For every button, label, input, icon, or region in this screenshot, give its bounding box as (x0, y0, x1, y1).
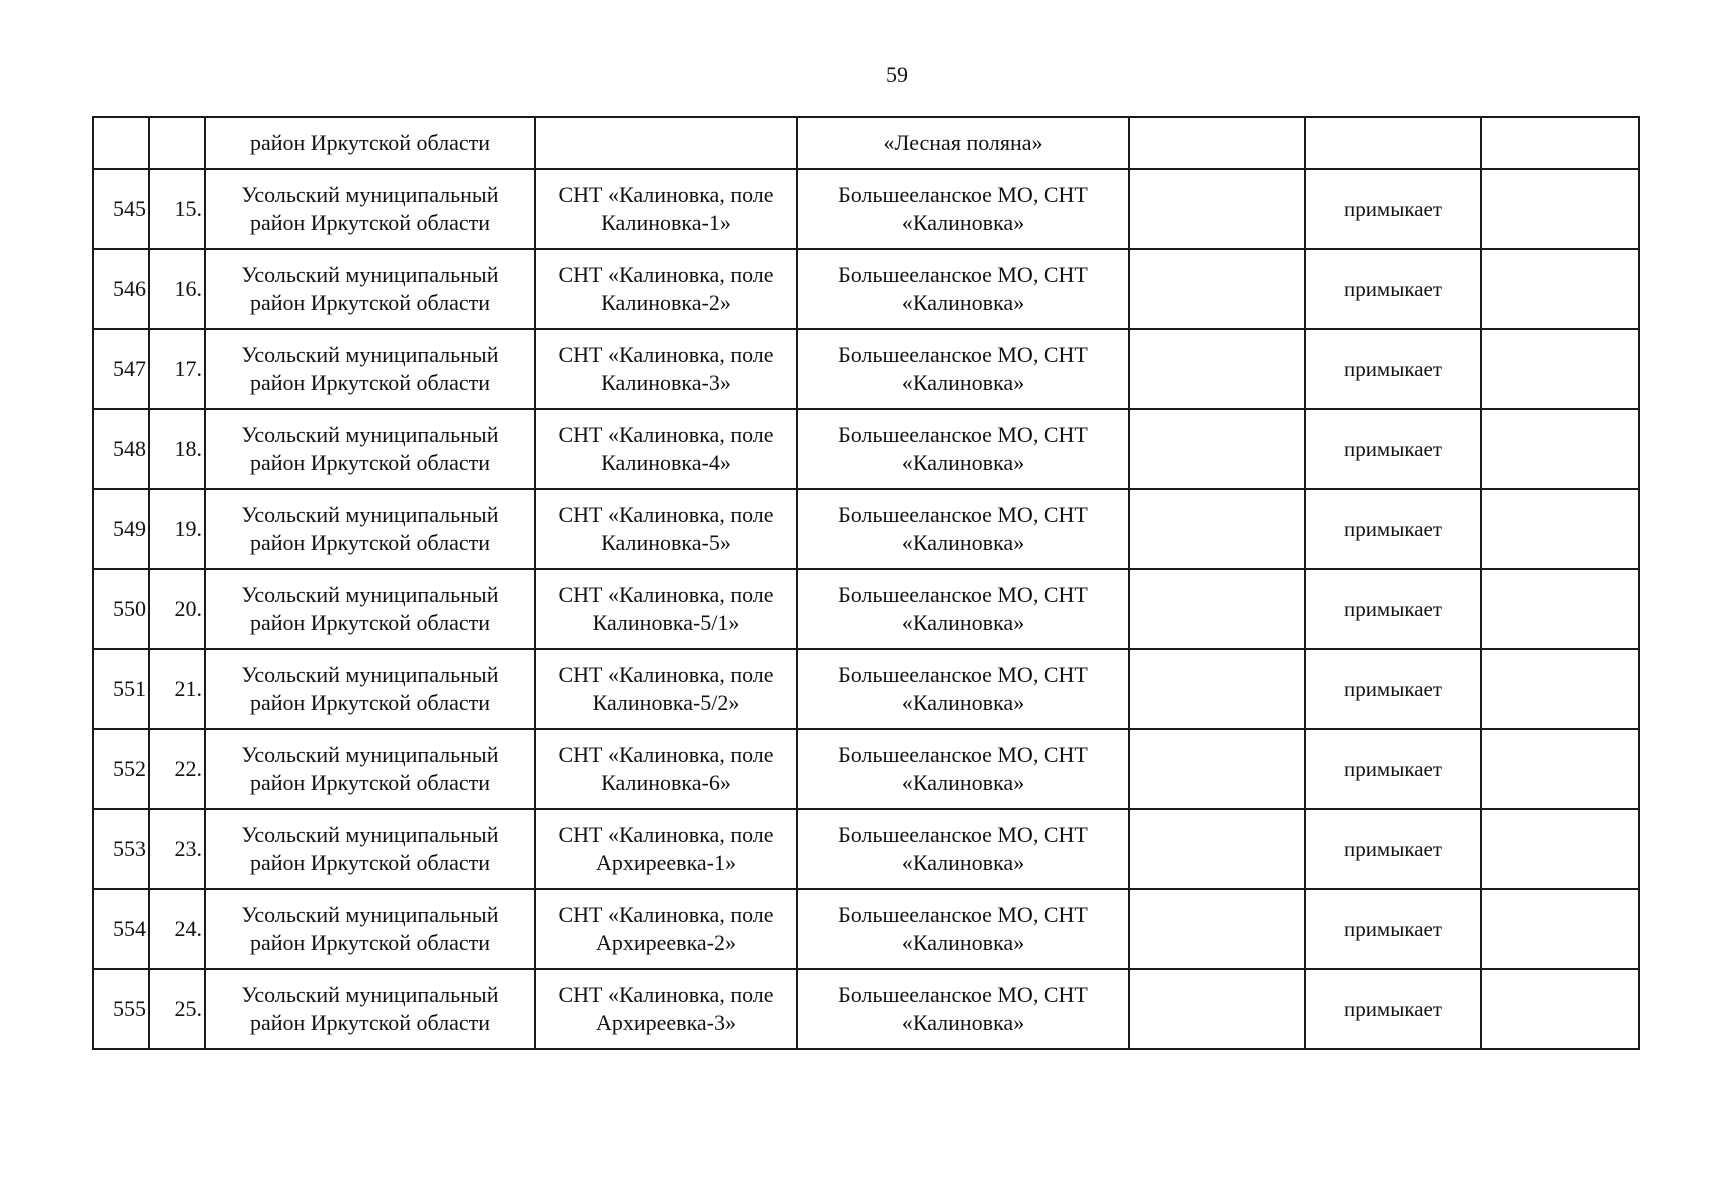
location-cell: Большееланское МО, СНТ «Калиновка» (797, 409, 1129, 489)
district-cell: Усольский муниципальный район Иркутской области (205, 969, 535, 1049)
empty-cell (1481, 649, 1639, 729)
location-cell: Большееланское МО, СНТ «Калиновка» (797, 249, 1129, 329)
local-number-cell: 16. (149, 249, 205, 329)
table-row (93, 169, 1639, 249)
table-row (93, 489, 1639, 569)
continuation-row (93, 117, 1639, 169)
status-cell: примыкает (1305, 569, 1481, 649)
local-number-cell: 18. (149, 409, 205, 489)
empty-cell (1129, 969, 1305, 1049)
status-cell: примыкает (1305, 329, 1481, 409)
local-number-cell: 22. (149, 729, 205, 809)
district-cell: район Иркутской области (205, 117, 535, 169)
district-cell: Усольский муниципальный район Иркутской области (205, 809, 535, 889)
global-number-cell: 550 (93, 569, 149, 649)
status-cell: примыкает (1305, 729, 1481, 809)
page-number: 59 (886, 62, 908, 87)
table-row (93, 969, 1639, 1049)
empty-cell (1481, 969, 1639, 1049)
table-body (93, 117, 1639, 1049)
table-row (93, 409, 1639, 489)
status-cell: примыкает (1305, 169, 1481, 249)
empty-cell (1481, 329, 1639, 409)
table-row (93, 889, 1639, 969)
table-row (93, 729, 1639, 809)
district-cell: Усольский муниципальный район Иркутской области (205, 889, 535, 969)
object-cell: СНТ «Калиновка, поле Калиновка-5» (535, 489, 797, 569)
object-cell: СНТ «Калиновка, поле Калиновка-4» (535, 409, 797, 489)
empty-cell (1481, 489, 1639, 569)
district-cell: Усольский муниципальный район Иркутской области (205, 249, 535, 329)
object-cell: СНТ «Калиновка, поле Калиновка-1» (535, 169, 797, 249)
empty-cell (1129, 489, 1305, 569)
status-cell (1305, 117, 1481, 169)
empty-cell (1129, 117, 1305, 169)
empty-cell (1129, 569, 1305, 649)
location-cell: Большееланское МО, СНТ «Калиновка» (797, 969, 1129, 1049)
empty-cell (1481, 409, 1639, 489)
empty-cell (1129, 889, 1305, 969)
empty-cell (1481, 729, 1639, 809)
empty-cell (1481, 809, 1639, 889)
location-cell: Большееланское МО, СНТ «Калиновка» (797, 569, 1129, 649)
local-number-cell: 25. (149, 969, 205, 1049)
location-cell: Большееланское МО, СНТ «Калиновка» (797, 729, 1129, 809)
status-cell: примыкает (1305, 489, 1481, 569)
global-number-cell: 555 (93, 969, 149, 1049)
object-cell: СНТ «Калиновка, поле Архиреевка-3» (535, 969, 797, 1049)
local-number-cell: 20. (149, 569, 205, 649)
empty-cell (1129, 809, 1305, 889)
object-cell: СНТ «Калиновка, поле Архиреевка-2» (535, 889, 797, 969)
global-number-cell: 546 (93, 249, 149, 329)
table-row (93, 809, 1639, 889)
empty-cell (1129, 409, 1305, 489)
registry-table (92, 116, 1640, 1050)
table-row (93, 649, 1639, 729)
global-number-cell: 552 (93, 729, 149, 809)
local-number-cell: 17. (149, 329, 205, 409)
district-cell: Усольский муниципальный район Иркутской области (205, 169, 535, 249)
status-cell: примыкает (1305, 889, 1481, 969)
location-cell: «Лесная поляна» (797, 117, 1129, 169)
empty-cell (1129, 249, 1305, 329)
empty-cell (1481, 569, 1639, 649)
global-number-cell: 554 (93, 889, 149, 969)
object-cell: СНТ «Калиновка, поле Калиновка-5/2» (535, 649, 797, 729)
district-cell: Усольский муниципальный район Иркутской области (205, 729, 535, 809)
empty-cell (1129, 329, 1305, 409)
table-row (93, 329, 1639, 409)
object-cell: СНТ «Калиновка, поле Калиновка-5/1» (535, 569, 797, 649)
empty-cell (1481, 117, 1639, 169)
empty-cell (1481, 249, 1639, 329)
table-row (93, 569, 1639, 649)
district-cell: Усольский муниципальный район Иркутской области (205, 569, 535, 649)
object-cell: СНТ «Калиновка, поле Калиновка-6» (535, 729, 797, 809)
district-cell: Усольский муниципальный район Иркутской области (205, 329, 535, 409)
object-cell: СНТ «Калиновка, поле Калиновка-3» (535, 329, 797, 409)
empty-cell (1481, 169, 1639, 249)
global-number-cell: 551 (93, 649, 149, 729)
location-cell: Большееланское МО, СНТ «Калиновка» (797, 889, 1129, 969)
district-cell: Усольский муниципальный район Иркутской области (205, 489, 535, 569)
local-number-cell: 23. (149, 809, 205, 889)
object-cell: СНТ «Калиновка, поле Архиреевка-1» (535, 809, 797, 889)
location-cell: Большееланское МО, СНТ «Калиновка» (797, 489, 1129, 569)
local-number-cell: 21. (149, 649, 205, 729)
global-number-cell: 548 (93, 409, 149, 489)
global-number-cell (93, 117, 149, 169)
empty-cell (1129, 649, 1305, 729)
status-cell: примыкает (1305, 649, 1481, 729)
table-row (93, 249, 1639, 329)
local-number-cell: 19. (149, 489, 205, 569)
empty-cell (1481, 889, 1639, 969)
global-number-cell: 553 (93, 809, 149, 889)
global-number-cell: 547 (93, 329, 149, 409)
global-number-cell: 545 (93, 169, 149, 249)
location-cell: Большееланское МО, СНТ «Калиновка» (797, 329, 1129, 409)
location-cell: Большееланское МО, СНТ «Калиновка» (797, 809, 1129, 889)
empty-cell (1129, 729, 1305, 809)
status-cell: примыкает (1305, 409, 1481, 489)
local-number-cell: 24. (149, 889, 205, 969)
object-cell (535, 117, 797, 169)
local-number-cell (149, 117, 205, 169)
status-cell: примыкает (1305, 969, 1481, 1049)
local-number-cell: 15. (149, 169, 205, 249)
district-cell: Усольский муниципальный район Иркутской области (205, 409, 535, 489)
object-cell: СНТ «Калиновка, поле Калиновка-2» (535, 249, 797, 329)
district-cell: Усольский муниципальный район Иркутской области (205, 649, 535, 729)
location-cell: Большееланское МО, СНТ «Калиновка» (797, 649, 1129, 729)
status-cell: примыкает (1305, 249, 1481, 329)
status-cell: примыкает (1305, 809, 1481, 889)
empty-cell (1129, 169, 1305, 249)
location-cell: Большееланское МО, СНТ «Калиновка» (797, 169, 1129, 249)
global-number-cell: 549 (93, 489, 149, 569)
